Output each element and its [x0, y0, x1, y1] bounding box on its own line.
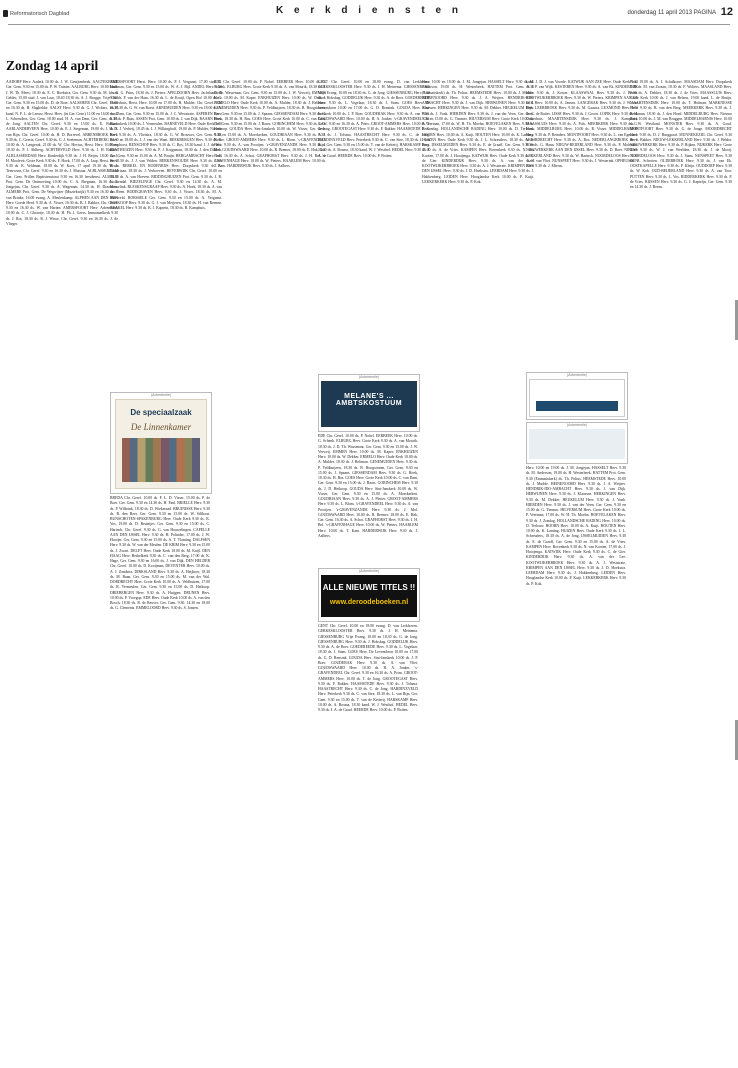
column-text: AADORP Herv. Aaderk 10.00 ds. J. W. Geuijtenbeek. AAGTEKERKE Ger. Gem. 9.30 en 15.00 ds. P. W. Tuinier. AALBURG Herv. 10.00 kand. J. W. Th. Mees; 18.30 ds. E. C. Hoekstra, Ger. Gem. 9.30 ds. M. J. van Gelder, 15.00 stud. J. van Laar, 18.40 18.30 ds. A. J. Brugge, Vrije Oud Ger. Gem. 9.30 en 15.00 ds. D. de Boer. AALSMEER Chr. Geref. 10.00 en 16.30 ds. H. Slaghekke. AALST Herv. 9.30 ds. G. J. Wolters, 18.30 kand. N. F. L. de Leeuw, Herst. Herv. (in Ger. Gem.) 11.00 en 16.00 ds. J. L. Schreuders, Ger. Gem. 18.00 stud. H. A. van Dam, Ger. Gem. ds. H. de Jong. AALTEN Chr. Geref. 9.30 en 15.00 ds. E. Bakker. AARLANDERVEEN Herv. 10.00 ds. E. J. Stegeman, 19.00 ds. J. H. D. van Rijn. Chr. Geref. 10.00 ds. H. D. Borrevel. ABBENBROEK Herv. 9.30 ds. C. Geerts; Geref. 9.30 ds. C. J. Soeteman. ACHTERBERG Herv. 10.00 ds. A. Langerak, 21.00 ds. W. Chr. Hovius, Herst. Herv. 10.00 en 18.30 ds. P. J. Ahlberg. ACHTERVELD Herv. 9.30 ds. J. H. Bakker. ALBLASSERDAM Herv. Kinderdijk 9.30 ds. J. H. Reijm, 18.00 ds. J. H. Moolevit, Grote Kerk 9.30 ds. F. Hoek, 17.00 ds. A. Jaap, Herst. Herv. 9.30 ds. K. Veldman, 18.00 ds. W. Koes, 17 april 19.30 ds. W. J. Teeuwsen, Chr. Geref. 9.30 en 16.30 ds. J. Mutsaar. ALBLASSERDAM Ger. Gem. Prillen Baptistenstraat 9.30 en 16.30 leesdienst. ALMELO Prot. Gem. De Ontmoeting 10.00 ds. C. A. Bregman, 16.30 ds. J. Jongejan, Chr. Geref. 9.30 ds. A. Wagenaar, 14.30 ds. H. Draaisma. ALMERE Prot. Gem. De Wegwijzer (Muziekwijk) 9.30 en 16.30 ds. J. van Brinke, 16.00 evang. A. Meulenkamp. ALPHEN AAN DEN RIJN Herv. Goede Herd. 9.30 ds. A. Visser, 16.30 ds. B. J. Bakker, Chr. Geref. 9.30 en 16.30 ds. W. van Harten. AMERSFOORT Herv. Adventkerk 10.00 ds. C. J. Ghoorije, 18.30 ds. H. Ph. J. Geers, Immanuelkerk 9.30 ds. J. Rot, 18.30 ds. R. J. Wisse, Chr. Geref. 9.30 en 16.30 ds. J. de Vlieger. [6, 80, 118, 226]
advertisement-bookshop[interactable] [110, 392, 212, 494]
advertisement-2[interactable] [526, 422, 628, 464]
ad-banner [536, 401, 618, 411]
ad-title: MELANE'S ... AMBTSKOSTUUM [335, 393, 403, 407]
column-2 [110, 80, 222, 1064]
column-1 [6, 80, 118, 1064]
page-number: 12 [720, 6, 733, 18]
column-text: Post, 19.00 ds. A. J. Schalkoort. MAASDAM Herv. Dorpskerk 9.30 ds. M. van Zwaan, 18.30 ds. F. Wolters. MAASLAND Herv. 9.30 ds. A. Dekker, 18.30 ds. J. de Vries. MAASSLUIS Herv. Grote Kerk 10.00 ds. J. van Belzen, 19.00 kand. L. de Bruijn. MAARTENSDIJK Herv. 10.00 ds. T. Hofman. MARKNESSE Herv. 9.30 ds. R. van den Berg. MEERKERK Herv. 9.30 ds. J. Beukman, 18.30 ds. J. den Hoed. MIDDELBURG Herv. Nieuwe Kerk 10.00 ds. J. M. van Bruggen. MIDDELHARNIS Herv. 10.00 ds. W. Westland. MONSTER Herv. 9.30 ds. A. Goud. MONTFOORT Herv. 9.30 ds. G. de Jonge. MOORDRECHT Herv. 9.30 ds. D. J. Burggraaf. MUNNEKEZIJL Chr. Geref. 9.30 ds. S. Bakker. NIEUW-LEKKERLAND Herv. 9.30 ds. J. Belder. NIEUWERKERK Herv. 9.30 ds. P. Rijken. NIJKERK Herv. Grote Kerk 9.30 ds. W. J. van Weelden, 18.30 ds. J. de Mooij. NOORDELOOS Herv. 9.30 ds. J. Stam. NUNSPEET Herv. 9.30 ds. A. Schroten. OLDEBROEK Herv. 9.30 ds. J. van Ek. OOSTKAPELLE Herv. 9.30 ds. P. Kleijn. OUDDORP Herv. 9.30 ds. W. Kok. OUD-BEIJERLAND Herv. 9.30 ds. A. van Toor. PUTTEN Herv. 9.30 ds. L. Vos. RIDDERKERK Herv. 9.30 ds. P. de Vries. RIJSSEN Herv. 9.30 ds. G. J. Kapteijn, Ger. Gem. 9.30 en 14.30 ds. J. Beens. [630, 80, 732, 189]
ad-title: De speciaalzaak [130, 408, 192, 417]
column-text: Herv. 10.00 en 19.00 ds. J. M. Jongejan. HASSELT Herv. 9.30 ds. M. Anderson, 19.00 ds. H. Westerbeek. HATTEM Prot. Gem. 9.30 (Emmaüskerk) ds. Th. Poltus. HEEMSTEDE Herv. 10.00 ds. J. Mudde. HEINENOORD Herv. 9.30 ds. J. A. Weijers. HENDRIK-IDO-AMBACHT Herv. 9.30 ds. J. van Dijk. HERWIJNEN Herv. 9.30 ds. J. Klaassen. HERKINGEN Herv. 9.30 ds. M. Dekker. HEUKELUM Herv. 9.30 ds. J. Vonk. HIERDEN Herv. 9.30 ds. J. van der Veen, Ger. Gem. 9.30 en 15.00 ds. G. Timmer. HILVERSUM Herv. Grote Kerk 10.00 ds. P. Veerman, 17.00 ds. W. H. Th. Moehn. HOEVELAKEN Herv. 9.30 ds. J. Zondag. HOLLANDSCHE RADING Herv. 10.00 ds. D. Terlouw. HOORN Herv. 10.00 ds. A. Kuijt. HOUTEN Herv. 10.00 ds. K. Lanting. HUIZEN Herv. Oude Kerk 9.30 ds. J. L. Schreuders, 18.30 ds. A. de Jong. IJSSELMUIDEN Herv. 9.30 ds. E. de Graaff, Ger. Gem. 9.30 en 15.00 ds. A. de Vries. KAMPEN Herv. Bovenkerk 9.30 ds. N. van Kooten, 17.00 ds. J. Hooijenga. KATWIJK Herv. Oude Kerk 9.30 ds. C. de Gier. KINDERDIJK Herv. 9.30 ds. A. van der Lee. KOOTWIJKERBROEK Herv. 9.30 ds. A. J. Weststrate. KRIMPEN AAN DEN IJSSEL Herv. 9.30 ds. J. D. Hoekstra. LEERDAM Herv. 9.30 ds. J. Hakkenberg. LEIDEN Herv. Hooglandse Kerk 10.00 ds. P. Kuijt. LEKKERKERK Herv. 9.30 ds. P. Kok. [422, 80, 534, 184]
day-heading: Zondag 14 april [6, 58, 99, 73]
ad-label: (Advertentie) [566, 423, 588, 427]
ad-label: (Advertentie) [566, 373, 588, 377]
issue-date: donderdag 11 april 2013 PAGINA [627, 10, 716, 16]
column-text: Herv. 10.00 en 19.00 ds. J. M. Jongejan. HASSELT Herv. 9.30 ds. M. Anderson, 19.00 ds. H. Westerbeek. HATTEM Prot. Gem. 9.30 (Emmaüskerk) ds. Th. Poltus. HEEMSTEDE Herv. 10.00 ds. J. Mudde. HEINENOORD Herv. 9.30 ds. J. A. Weijers. HENDRIK-IDO-AMBACHT Herv. 9.30 ds. J. van Dijk. HERWIJNEN Herv. 9.30 ds. J. Klaassen. HERKINGEN Herv. 9.30 ds. M. Dekker. HEUKELUM Herv. 9.30 ds. J. Vonk. HIERDEN Herv. 9.30 ds. J. van der Veen, Ger. Gem. 9.30 en 15.00 ds. G. Timmer. HILVERSUM Herv. Grote Kerk 10.00 ds. P. Veerman, 17.00 ds. W. H. Th. Moehn. HOEVELAKEN Herv. 9.30 ds. J. Zondag. HOLLANDSCHE RADING Herv. 10.00 ds. D. Terlouw. HOORN Herv. 10.00 ds. A. Kuijt. HOUTEN Herv. 10.00 ds. K. Lanting. HUIZEN Herv. Oude Kerk 9.30 ds. J. L. Schreuders, 18.30 ds. A. de Jong. IJSSELMUIDEN Herv. 9.30 ds. E. de Graaff, Ger. Gem. 9.30 en 15.00 ds. A. de Vries. KAMPEN Herv. Bovenkerk 9.30 ds. N. van Kooten, 17.00 ds. J. Hooijenga. KATWIJK Herv. Oude Kerk 9.30 ds. C. de Gier. KINDERDIJK Herv. 9.30 ds. A. van der Lee. KOOTWIJKERBROEK Herv. 9.30 ds. A. J. Weststrate. KRIMPEN AAN DEN IJSSEL Herv. 9.30 ds. J. D. Hoekstra. LEERDAM Herv. 9.30 ds. J. Hakkenberg. LEIDEN Herv. Hooglandse Kerk 10.00 ds. P. Kuijt. LEKKERKERK Herv. 9.30 ds. P. Kok. [526, 466, 626, 586]
ad-title: ALLE NIEUWE TITELS !! [322, 583, 416, 592]
advertisement-roode-boeken[interactable] [318, 568, 420, 622]
column-text: EDE Chr. Geref. 10.00 ds. P. Nobel. EERBEEK Herv. 10.00 ds. G. Schenk. ELBURG Herv. Grote Kerk 9.30 ds. A. van Mourik, 18.30 ds. J. D. Th. Wassenaar, Ger. Gem. 9.30 en 15.00 ds. J. W. Verweij. EMMEN Herv. 10.00 ds. M. Kaper. ENKHUIZEN Herv. 10.00 ds. W. Dekker. ERMELO Herv. Oude Kerk 10.00 ds. A. Mulder, 18.30 ds. J. Beltman. GENEMUIDEN Herv. 9.30 ds. P. Veldhuijzen, 18.30 ds. B. Hoogstraten, Ger. Gem. 9.30 en 15.00 ds. J. Spaans. GIESSENDAM Herv. 9.30 ds. G. Hoek, 18.30 ds. H. Bas. GOES Herv. Grote Kerk 10.00 ds. C. van Dam, Ger. Gem. 9.30 en 15.00 ds. J. Baars. GORINCHEM Herv. 9.30 ds. J. D. Heikoop. GOUDA Herv. Sint-Janskerk 10.00 ds. W. Visser, Ger. Gem. 9.30 en 15.00 ds. A. Moerkerken. GOUDRIAAN Herv. 9.30 ds. A. J. Pleiter. GROOT-AMMERS Herv. 9.30 ds. L. Blom. 's-GRAVENDEEL Herv. 9.30 ds. A. van Prooijen. 's-GRAVENZANDE Herv. 9.30 ds. J. Mol. GOUDSWAARD Herv. 10.00 ds. R. Bremer, 18.00 ds. E. Hak, Ger. Gem. 16.30 ds. A. Schot. GRAFHORST Herv. 9.30 ds. J. H. Bel. 's-GRAVENHAGE Herv. 10.00 ds. W. Pieters. HAARLEM Herv. 10.00 ds. T. Kam. HARDERWIJK Herv. 9.30 ds. J. Aalbers. [214, 80, 326, 168]
column-7 [630, 80, 732, 1064]
page-header [0, 0, 738, 30]
header-rule [8, 24, 730, 25]
books-image-icon [122, 438, 200, 482]
column-6 [526, 80, 638, 1064]
ad-label: (Advertentie) [150, 393, 172, 397]
ad-website-link[interactable]: www.deroodeboeken.nl [329, 599, 409, 606]
column-5 [422, 80, 534, 1064]
advertisement-1[interactable] [526, 372, 628, 420]
advertisement-ambtskostuum[interactable] [318, 374, 420, 432]
column-4 [318, 80, 430, 1064]
column-text: EDE Chr. Geref. 10.00 ds. P. Nobel. EERBEEK Herv. 10.00 ds. G. Schenk. ELBURG Herv. Grote Kerk 9.30 ds. A. van Mourik, 18.30 ds. J. D. Th. Wassenaar, Ger. Gem. 9.30 en 15.00 ds. J. W. Verweij. EMMEN Herv. 10.00 ds. M. Kaper. ENKHUIZEN Herv. 10.00 ds. W. Dekker. ERMELO Herv. Oude Kerk 10.00 ds. A. Mulder, 18.30 ds. J. Beltman. GENEMUIDEN Herv. 9.30 ds. P. Veldhuijzen, 18.30 ds. B. Hoogstraten, Ger. Gem. 9.30 en 15.00 ds. J. Spaans. GIESSENDAM Herv. 9.30 ds. G. Hoek, 18.30 ds. H. Bas. GOES Herv. Grote Kerk 10.00 ds. C. van Dam, Ger. Gem. 9.30 en 15.00 ds. J. Baars. GORINCHEM Herv. 9.30 ds. J. D. Heikoop. GOUDA Herv. Sint-Janskerk 10.00 ds. W. Visser, Ger. Gem. 9.30 en 15.00 ds. A. Moerkerken. GOUDRIAAN Herv. 9.30 ds. A. J. Pleiter. GROOT-AMMERS Herv. 9.30 ds. L. Blom. 's-GRAVENDEEL Herv. 9.30 ds. A. van Prooijen. 's-GRAVENZANDE Herv. 9.30 ds. J. Mol. GOUDSWAARD Herv. 10.00 ds. R. Bremer, 18.00 ds. E. Hak, Ger. Gem. 16.30 ds. A. Schot. GRAFHORST Herv. 9.30 ds. J. H. Bel. 's-GRAVENHAGE Herv. 10.00 ds. W. Pieters. HAARLEM Herv. 10.00 ds. T. Kam. HARDERWIJK Herv. 9.30 ds. J. Aalbers. [318, 434, 418, 538]
ad-label: (Advertentie) [358, 569, 380, 573]
column-text: GENT Chr. Geref. 10.00 en 18.00 evang. D. van Lerkhoven. GERKESKLOOSTER Herv. 9.30 ds. J. H. Meinema. GIESSENBURG Vrije Evang. 10.00 en 18.30 ds. G. de Jong. GIESSENBURG Herv. 9.30 ds. J. Hoksbag. GODDELIJK Herv. 9.30 ds. A. de Boer. GOEDEREEDE Herv. 9.30 ds. L. Vogelaar, 18.30 ds. J. Stam. GOES Herv. De Levensbron 10.00 en 17.00 ds. G. D. Rensink. GOUDA Herv. Sint-Janskerk 10.00 ds. J. P. Boer. GOUDERAK Herv. 9.30 ds. A. van Vliet. GOUDSWAARD Herv. 10.00 ds. H. A. Jonker. 's-GRAVENDEEL Chr. Geref. 9.30 en 16.30 ds. A. Prins. GROOT-AMMERS Herv. 10.00 ds. T. de Jong. GROOTEGAST Herv. 9.30 ds. F. Bakker. HAAMSTEDE Herv. 9.30 ds. J. Tolsma. HAASTRECHT Herv. 9.30 ds. C. de Jong. HARDINXVELD Herv. Peterkerk 9.30 ds. C. van Stee, 18.30 ds. L. van Rijn, Ger. Gem. 9.30 en 15.00 ds. T. van de Ketterij. HARSKAMP Herv. 10.00 ds. A. Bosma, 18.30 kand. W. J. Westhof. HEDEL Herv. 9.30 ds. J. A. de Graaf. HEERDE Herv. 10.00 ds. P. Boiten. [318, 80, 430, 158]
column-text: kand. J. D. J. van Voorde. KATWIJK AAN ZEE Herv. Oude Kerk 9.30 ds. J. P. van Wijk. KESTEREN Herv. 9.30 ds. A. van Ek. KINDERDIJK Herv. 9.30 ds. J. Koster. KLAASWAAL Herv. 9.30 ds. J. Breen. KOOTWIJKERBROEK Herv. 9.30 ds. W. Pieters. KRIMPEN AAN DE LEK Herv. 10.00 ds. A. Jansen. LANGERAK Herv. 9.30 ds. J. W. van Dijk. LEERBROEK Herv. 9.30 ds. M. Gaastra. LEXMOND Herv. 9.30 ds. C. de Ruiter. LISSE Herv. 9.30 ds. J. Groen. LOPIK Herv. 9.30 ds. H. Oosterhuis. MAARTENSDIJK Herv. 9.30 ds. J. Kamphuis. MAASSLUIS Herv. 9.30 ds. A. Pols. MEERKERK Herv. 9.30 ds. G. Hoek. MIDDELBURG Herv. 10.00 ds. R. Visser. MIDDELHARNIS Herv. 9.30 ds. P. Reinders. MONTFOORT Herv. 9.30 ds. L. van Egmond. MOORDRECHT Herv. 9.30 ds. A. Bos. NEDERLANGBROEK Herv. 9.30 ds. G. Haan. NIEUW-BEIJERLAND Herv. 9.30 ds. P. Molenaar. NIEUWERKERK AAN DEN IJSSEL Herv. 9.30 ds. D. Boer. NIEUW-LEKKERLAND Herv. 9.30 ds. W. Harinck. NOORDELOOS Herv. 9.30 ds. H. van Vliet. NUNSPEET Herv. 9.30 ds. J. Westerink. OPHEUSDEN Herv. 9.30 ds. J. Mieras. [526, 80, 638, 168]
section-title: K e r k d i e n s t e n [276, 5, 462, 16]
ad-subtitle: De Linnenkamer [130, 422, 192, 432]
column-text: GENT Chr. Geref. 10.00 en 18.00 evang. D. van Lerkhoven. GERKESKLOOSTER Herv. 9.30 ds. J. H. Meinema. GIESSENBURG Vrije Evang. 10.00 en 18.30 ds. G. de Jong. GIESSENBURG Herv. 9.30 ds. J. Hoksbag. GODDELIJK Herv. 9.30 ds. A. de Boer. GOEDEREEDE Herv. 9.30 ds. L. Vogelaar, 18.30 ds. J. Stam. GOES Herv. De Levensbron 10.00 en 17.00 ds. G. D. Rensink. GOUDA Herv. Sint-Janskerk 10.00 ds. J. P. Boer. GOUDERAK Herv. 9.30 ds. A. van Vliet. GOUDSWAARD Herv. 10.00 ds. H. A. Jonker. 's-GRAVENDEEL Chr. Geref. 9.30 en 16.30 ds. A. Prins. GROOT-AMMERS Herv. 10.00 ds. T. de Jong. GROOTEGAST Herv. 9.30 ds. F. Bakker. HAAMSTEDE Herv. 9.30 ds. J. Tolsma. HAASTRECHT Herv. 9.30 ds. C. de Jong. HARDINXVELD Herv. Peterkerk 9.30 ds. C. van Stee, 18.30 ds. L. van Rijn, Ger. Gem. 9.30 en 15.00 ds. T. van de Ketterij. HARSKAMP Herv. 10.00 ds. A. Bosma, 18.30 kand. W. J. Westhof. HEDEL Herv. 9.30 ds. J. A. de Graaf. HEERDE Herv. 10.00 ds. P. Boiten. [318, 624, 418, 712]
publication-name: Reformatorisch Dagblad [10, 11, 70, 17]
column-text: AMERSFOORT Herst. Herv. 10.00 ds. P. J. Vergunst, 17.00 stud. G. Hulsman, Ger. Gem. 9.30 en 15.00 ds. W. A. J. Bijl. ANDEL Herv. 9.30 ds. G. G. Prins, 18.30 ds. J. Pieters. APELDOORN Herv. Jachtlaankerk 9.30 ds. P. van der Ham, 16.30 ds. L. de Kruijf, Open Hof 10.00 ds. C. Oosterhuis, Herst. Herv. 10.00 en 17.00 ds. H. Mulder, Chr. Geref. 9.30 en 16.30 ds. G. W. van Roest. ARNEMUIDEN Herv. 9.30 en 18.00 ds. A. van Dam, Ger. Gem. 9.30 en 15.00 ds. J. C. Weststrate. ASPEREN Herv. 9.30 ds. P. Baas. ASSEN Prot. Gem. 10.00 ds. J. van Dijk. BAARN Herv. Pauluskerk 10.00 ds. J. Vermeulen. BARNEVELD Herv. Oude Kerk 9.30 ds. S. J. Verheij, 18.45 ds. I. J. Wilkinghoff, 19.00 ds. P. Mulder, Nieuwe Kerk 9.30 ds. A. Vlietstra, 18.30 ds. G. W. Brouwer, Ger. Gem. 9.30, 14.30 en 18.00 ds. J. J. van der Want. BEEKBERGEN Herv. 9.30 ds. R. Kamphorst. BENSCHOP Herv. 9.30 ds. C. Bos, 18.30 kand. J. J. de Wit. BENTHUIZEN Herv. 9.30 ds. P. J. Krijgsman, 18.30 ds. J. den Dikken, Ger. Gem. 9.30 en 15.00 ds. A. M. Bruijn. BERGAMBACHT Herv. 9.45 en 18.30 ds. J. J. van Velden. BERKENWOUDE Herv. 9.30 ds. J. de Bruin. BERKEL EN RODENRIJS Herv. Dorpskerk 9.30 ds. A. Goudriaan, 18.30 ds. J. Verhoeven. BEVERWIJK Chr. Geref. 10.00 en 16.30 ds. A. van Hoeven. BIDDINGHUIZEN Prot. Gem. 9.30 ds. J. B. Lichtendal. BIEZELINGE Chr. Geref. 9.30 en 14.30 ds. A. M. Messelink. BLESKENSGRAAF Herv. 9.30 ds. A. Hoek, 18.30 ds. A. van der Veen. BODEGRAVEN Herv. 9.30 ds. J. Visser, 18.30 ds. M. A. Meerveld. BORSSELE Ger. Gem. 9.30 en 15.00 ds. A. Vergunst. BOSKOOP Herv. 9.30 ds. G. J. van Meijeren, 18.30 ds. H. van Reenen. BRAKEL Herv. 9.30 ds. K. J. Kaptein, 18.30 ds. B. Kamphuis. [110, 80, 222, 210]
column-3 [214, 80, 326, 1064]
ad-label: (Advertentie) [358, 375, 380, 379]
columns-area [6, 80, 732, 1064]
column-text: BREDA Chr. Geref. 10.00 ds. F. L. D. Visser, 15.00 ds. P. de Boer. Ger. Gem. 9.30 en 14.30 ds. H. Paul. BRIELLE Herv. 9.30 ds. P. Wilbrink, 18.30 ds. D. Wiekeraad. BRUINISSE Herv. 9.30 ds. B. den Boer. Ger. Gem. 9.30 en 15.00 ds. W. Silfhout. BUNSCHOTEN-SPAKENBURG Herv. Oude Kerk 9.30 ds. K. Vos, 19.00 ds. D. Bruintjes, Ger. Gem. 9.30 en 15.00 ds. C. Harinck, Chr. Geref. 9.30 ds. G. van Houwelingen. CAPELLE AAN DEN IJSSEL Herv. 9.30 ds. H. Polinder, 17.00 ds. J. W. Hooijer, Ger. Gem. 9.30 en 15.00 ds. A. T. Vlaming. DALFSEN Herv. 9.30 ds. W. van der Meulen. DE KRIM Herv. 9.30 en 15.00 ds. J. Zwart. DELFT Herv. Oude Kerk 10.00 ds. M. Kuijl. DEN HAAG Herv. Bethelkerk 9.30 ds. C. van den Berg, 17.00 ds. K. Hage. Ger. Gem. 9.30 en 16.00 ds. J. van Dijk. DEN HELDER Chr. Geref. 10.00 ds. D. Kooijman. DEVENTER Herv. 10.00 ds. A. J. Zandstra. DIRKSLAND Herv. 9.30 ds. A. Heijboer, 18.30 ds. M. Baan, Ger. Gem. 9.30 en 15.00 ds. M. van der Wal. DORDRECHT Herv. Grote Kerk 10.00 ds. A. Veldhuizen, 17.00 ds. R. Vermeulen, Ger. Gem. 9.30 en 15.00 ds. D. Heikoop. DRIEBERGEN Herv. 9.30 ds. A. Huijgen. DRUNEN Herv. 10.00 ds. P. Vroegop. EDE Herv. Oude Kerk 10.00 ds. A. van den Bosch, 18.30 ds. R. de Reuver, Ger. Gem. 9.30, 14.30 en 18.00 ds. G. Clements. EMMELOORD Herv. 9.30 ds. S. Jansen. [110, 496, 210, 611]
